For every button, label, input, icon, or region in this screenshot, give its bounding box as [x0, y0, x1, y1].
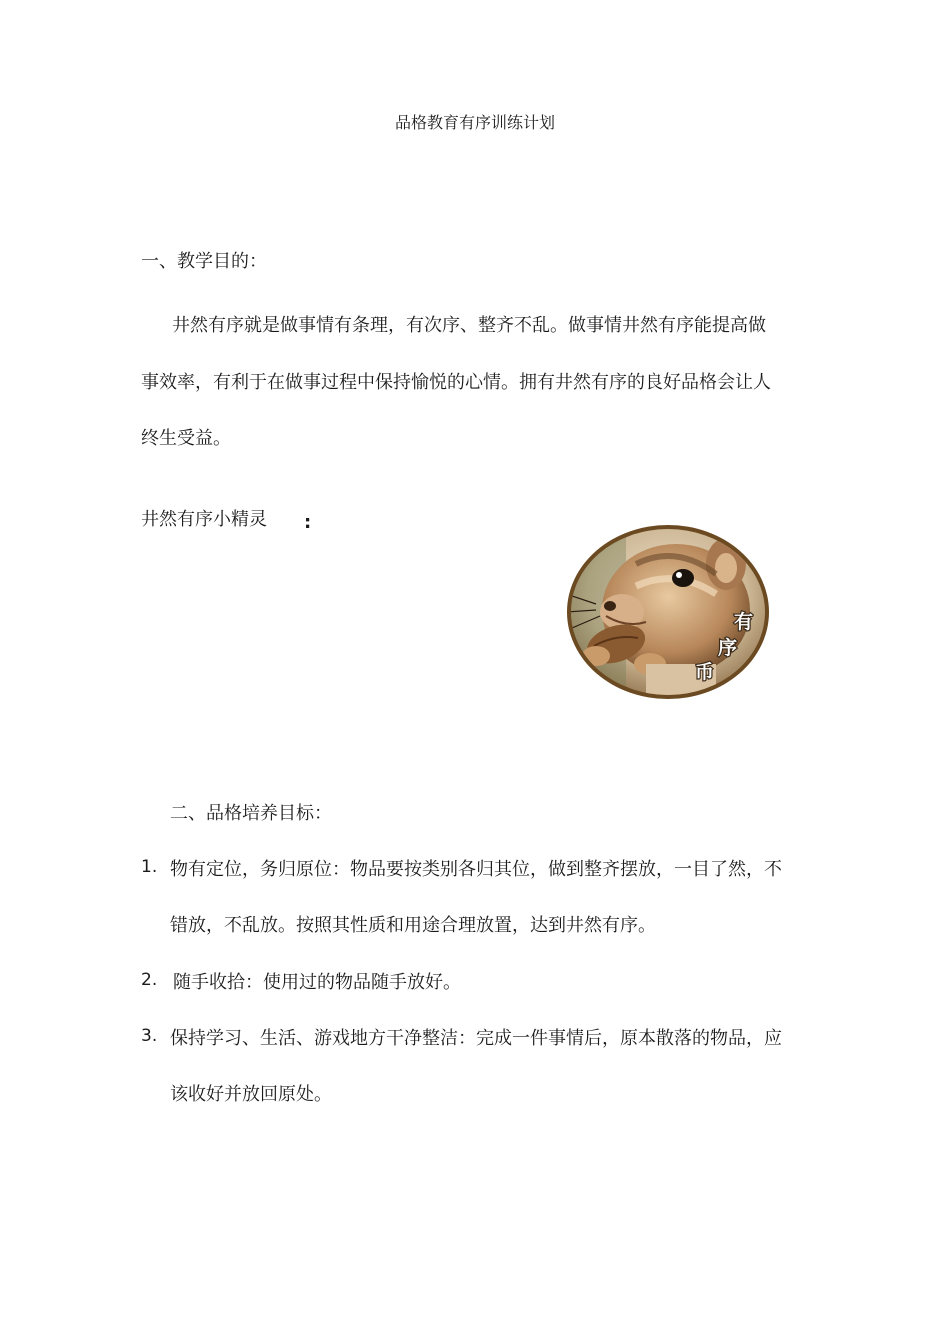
sprite-label-colon: :: [304, 512, 312, 533]
list-item-line: 错放，不乱放。按照其性质和用途合理放置，达到井然有序。: [170, 915, 656, 936]
coin-char-xu: 序: [718, 637, 738, 659]
squirrel-eye: [672, 569, 694, 587]
list-item-line: 保持学习、生活、游戏地方干净整洁：完成一件事情后，原本散落的物品，应: [170, 1028, 782, 1049]
paragraph-line: 终生受益。: [141, 428, 231, 449]
section-heading-character-goals: 二、品格培养目标：: [170, 803, 332, 824]
section-heading-teaching-purpose: 一、教学目的：: [141, 251, 267, 272]
document-title: 品格教育有序训练计划: [394, 113, 555, 132]
sprite-label: 井然有序小精灵: [141, 509, 267, 530]
list-item-line: 该收好并放回原处。: [170, 1084, 332, 1105]
coin-char-bi: 币: [695, 661, 715, 683]
paragraph-line: 事效率，有利于在做事过程中保持愉悦的心情。拥有井然有序的良好品格会让人: [141, 372, 771, 393]
coin-char-you: 有: [734, 611, 754, 633]
list-item-line: 随手收拾：使用过的物品随手放好。: [173, 972, 461, 993]
mascot-coin-image: [566, 524, 770, 700]
list-item-number: 1.: [141, 857, 158, 877]
list-item-number: 3.: [141, 1026, 158, 1046]
paragraph-line: 井然有序就是做事情有条理，有次序、整齐不乱。做事情井然有序能提高做: [172, 315, 766, 336]
list-item-line: 物有定位，务归原位：物品要按类别各归其位，做到整齐摆放，一目了然，不: [170, 859, 782, 880]
list-item-number: 2.: [141, 970, 158, 990]
